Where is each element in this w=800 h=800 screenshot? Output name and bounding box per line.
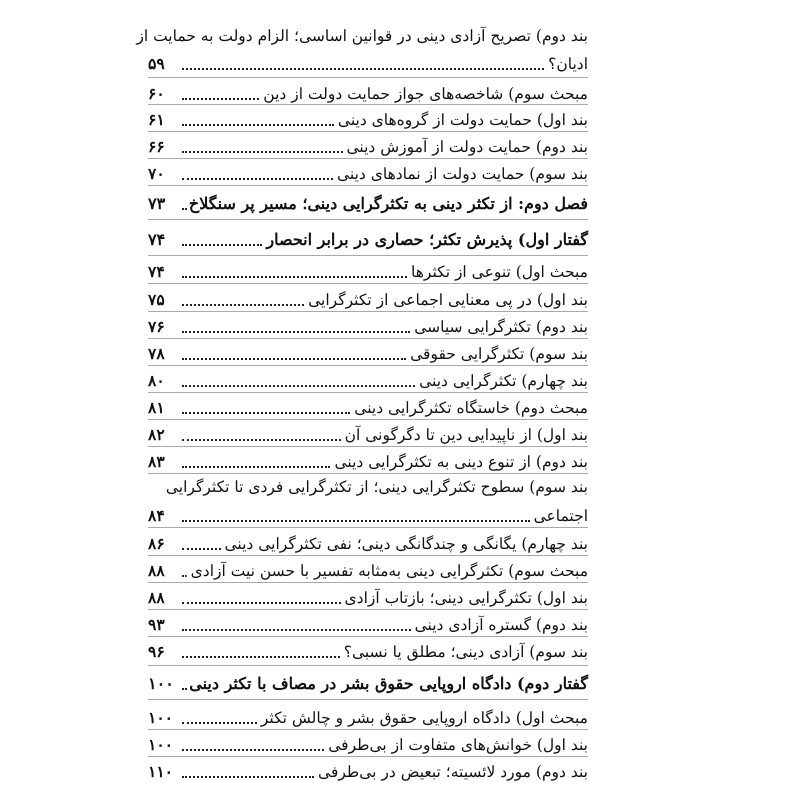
toc-entry-title: مبحث دوم) خاستگاه تکثرگرایی دینی: [354, 399, 588, 417]
toc-entry-line1: بند دوم) تصریح آزادی دینی در قوانین اساسی؛ الزام دولت به حمایت از: [136, 27, 588, 45]
toc-entry: [148, 528, 588, 554]
toc-entry-title: بند دوم) از تنوع دینی به تکثرگرایی دینی: [334, 453, 588, 471]
toc-entry: [148, 338, 588, 364]
toc-entry-line1: بند سوم) سطوح تکثرگرایی دینی؛ از تکثرگرایی فردی تا تکثرگرایی: [165, 478, 588, 496]
divider: [148, 699, 588, 700]
dot-leader: [182, 749, 324, 751]
toc-page-number: ۸۳: [148, 452, 165, 471]
toc-entry-title: بند سوم) آزادی دینی؛ مطلق یا نسبی؟: [343, 643, 588, 661]
toc-entry-title: ادیان؟: [548, 55, 588, 73]
toc-entry: [148, 365, 588, 391]
toc-page-number: ۷۰: [148, 164, 165, 183]
toc-entry-title: بند اول) حمایت دولت از گروه‌های دینی: [337, 111, 588, 129]
toc-section-heading: [148, 224, 588, 250]
dot-leader: [182, 776, 314, 778]
toc-entry-title: بند دوم) گستره آزادی دینی: [414, 616, 588, 634]
toc-entry: [148, 500, 588, 526]
toc-entry: [148, 609, 588, 635]
toc-page-number: ۶۶: [148, 137, 165, 156]
toc-entry: [148, 158, 588, 184]
toc-entry-title: بند اول) تکثرگرایی دینی؛ بازتاب آزادی: [344, 589, 588, 607]
toc-entry-title: بند چهارم) یگانگی و چندگانگی دینی؛ نفی تکثرگرایی دینی: [224, 535, 588, 553]
dot-leader: [182, 412, 350, 414]
toc-entry-title: بند دوم) حمایت دولت از آموزش دینی: [346, 138, 588, 156]
toc-entry: [148, 311, 588, 337]
dot-leader: [182, 208, 185, 210]
dot-leader: [182, 68, 544, 70]
toc-page-number: ۱۰۰: [148, 708, 173, 727]
divider: [148, 473, 588, 474]
dot-leader: [182, 688, 185, 690]
toc-page: [136, 0, 588, 800]
toc-page-number: ۹۳: [148, 615, 165, 634]
toc-entry: [148, 256, 588, 282]
dot-leader: [182, 656, 340, 658]
dot-leader: [182, 98, 259, 100]
toc-entry-title: بند دوم) تکثرگرایی سیاسی: [414, 318, 588, 336]
toc-entry: [148, 446, 588, 472]
dot-leader: [182, 466, 330, 468]
toc-entry: [148, 702, 588, 728]
dot-leader: [182, 276, 407, 278]
toc-entry: [148, 729, 588, 755]
toc-entry-title: مبحث سوم) تکثرگرایی دینی به‌مثابه تفسیر با حسن نیت آزادی: [190, 562, 588, 580]
divider: [148, 219, 588, 220]
toc-page-number: ۷۸: [148, 344, 165, 363]
toc-page-number: ۷۴: [148, 262, 165, 281]
toc-chapter-heading: [148, 188, 588, 214]
toc-page-number: ۸۲: [148, 425, 165, 444]
toc-page-number: ۷۵: [148, 290, 165, 309]
dot-leader: [182, 178, 333, 180]
toc-page-number: ۸۰: [148, 371, 165, 390]
toc-page-number: ۷۴: [148, 230, 166, 249]
toc-page-number: ۶۱: [148, 110, 165, 129]
dot-leader: [182, 244, 262, 246]
toc-entry-title: فصل دوم: از تکثر دینی به تکثرگرایی دینی؛ مسیر پر سنگلاخ: [188, 194, 588, 213]
toc-entry: [148, 756, 588, 782]
toc-entry: [148, 78, 588, 104]
dot-leader: [182, 358, 406, 360]
toc-entry: [148, 284, 588, 310]
toc-entry: [148, 131, 588, 157]
dot-leader: [182, 124, 334, 126]
toc-entry: [148, 48, 588, 74]
toc-entry: [148, 555, 588, 581]
toc-entry-title: بند سوم) تکثرگرایی حقوقی: [410, 345, 588, 363]
toc-page-number: ۹۶: [148, 642, 165, 661]
toc-page-number: ۸۶: [148, 534, 165, 553]
toc-entry-title: بند اول) در پی معنایی اجماعی از تکثرگرایی: [308, 291, 588, 309]
toc-entry: [148, 419, 588, 445]
toc-entry-title: اجتماعی: [533, 507, 588, 525]
divider: [148, 185, 588, 186]
toc-entry-title: گفتار دوم) دادگاه اروپایی حقوق بشر در مصاف با تکثر دینی: [189, 674, 588, 693]
dot-leader: [182, 304, 304, 306]
dot-leader: [182, 548, 221, 550]
toc-entry: [148, 104, 588, 130]
toc-entry-title: گفتار اول) پذیرش تکثر؛ حصاری در برابر انحصار: [266, 230, 588, 249]
dot-leader: [182, 151, 343, 153]
toc-entry-title: مبحث سوم) شاخصه‌های جواز حمایت دولت از دین: [263, 85, 588, 103]
toc-page-number: ۵۹: [148, 54, 165, 73]
dot-leader: [182, 722, 257, 724]
toc-entry-title: مبحث اول) تنوعی از تکثرها: [411, 263, 588, 281]
toc-page-number: ۸۱: [148, 398, 165, 417]
toc-entry: [148, 582, 588, 608]
toc-entry-title: بند سوم) حمایت دولت از نمادهای دینی: [337, 165, 588, 183]
toc-entry-title: بند اول) خوانش‌های متفاوت از بی‌طرفی: [328, 736, 588, 754]
toc-page-number: ۸۸: [148, 588, 165, 607]
toc-entry: [148, 392, 588, 418]
toc-entry-title: بند چهارم) تکثرگرایی دینی: [419, 372, 588, 390]
dot-leader: [182, 385, 415, 387]
toc-page-number: ۱۱۰: [148, 762, 173, 781]
toc-entry-title: بند اول) از ناپیدایی دین تا دگرگونی آن: [344, 426, 588, 444]
toc-page-number: ۶۰: [148, 84, 165, 103]
toc-page-number: ۱۰۰: [148, 674, 174, 693]
toc-entry-title: مبحث اول) دادگاه اروپایی حقوق بشر و چالش تکثر: [260, 709, 588, 727]
dot-leader: [182, 331, 410, 333]
dot-leader: [182, 439, 341, 441]
toc-entry: [148, 636, 588, 662]
divider: [148, 665, 588, 666]
dot-leader: [182, 520, 530, 522]
dot-leader: [182, 629, 411, 631]
toc-entry-title: بند دوم) مورد لائسیته؛ تبعیض در بی‌طرفی: [318, 763, 588, 781]
toc-page-number: ۱۰۰: [148, 735, 173, 754]
toc-page-number: ۸۴: [148, 506, 165, 525]
toc-section-heading: [148, 668, 588, 694]
toc-page-number: ۷۶: [148, 317, 165, 336]
toc-page-number: ۷۳: [148, 194, 166, 213]
dot-leader: [182, 575, 187, 577]
toc-page-number: ۸۸: [148, 561, 165, 580]
dot-leader: [182, 602, 341, 604]
